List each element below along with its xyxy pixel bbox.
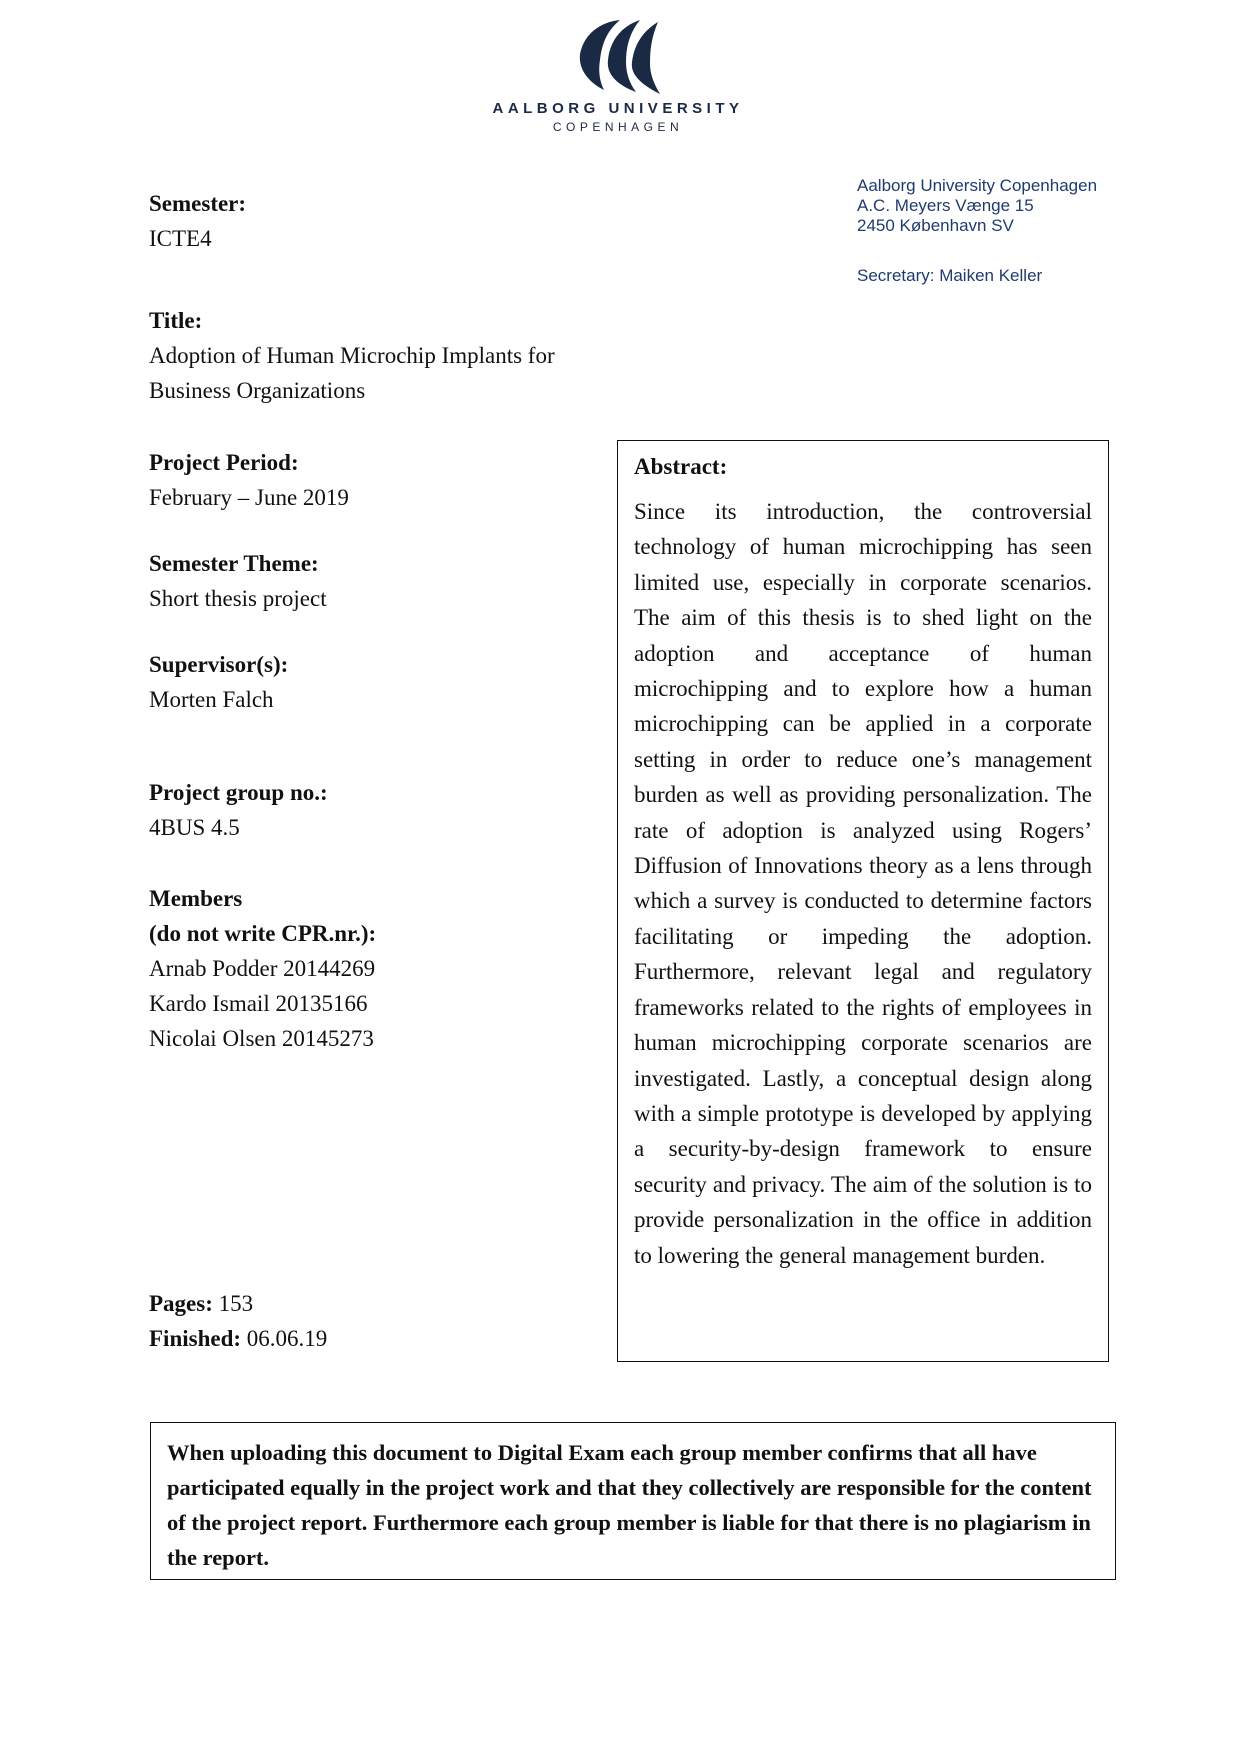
group-label: Project group no.: <box>149 780 328 805</box>
declaration-notice: When uploading this document to Digital Exam each group member confirms that all have participated equally in the project work and that they collectively are responsible for the content of the project report. Furthermore each group member is liable for that there is no plagiarism in the report. <box>150 1422 1116 1580</box>
pages-field <box>149 1291 253 1317</box>
members-sublabel: (do not write CPR.nr.): <box>149 921 377 946</box>
title-label: Title: <box>149 308 203 333</box>
member-item: Arnab Podder 20144269 <box>149 956 376 981</box>
abstract-label: Abstract: <box>634 454 728 479</box>
semester-theme-label: Semester Theme: <box>149 551 319 576</box>
abstract-text: Since its introduction, the controversial technology of human microchipping has seen limited use, especially in corporate scenarios. The aim of this thesis is to shed light on the adoption and acceptance of human microchipping and to explore how a human microchipping can be applied in a corporate setting in order to reduce one’s management burden as well as providing personalization. The rate of adoption is analyzed using Rogers’ Diffusion of Innovations theory as a lens through which a survey is conducted to determine factors facilitating or impeding the adoption. Furthermore, relevant legal and regulatory frameworks related to the rights of employees in human microchipping corporate scenarios are investigated. Lastly, a conceptual design along with a simple prototype is developed by applying a security-by-design framework to ensure security and privacy. The aim of the solution is to provide personalization in the office in addition to lowering the general management burden. <box>634 499 1092 1268</box>
address-block <box>857 176 1097 286</box>
member-item: Kardo Ismail 20135166 <box>149 991 368 1016</box>
pages-label: Pages: <box>149 1291 213 1316</box>
university-name: AALBORG UNIVERSITY <box>492 100 744 117</box>
address-line: 2450 København SV <box>857 216 1014 235</box>
university-city: COPENHAGEN <box>552 120 684 134</box>
semester-value: ICTE4 <box>149 226 212 251</box>
secretary: Secretary: Maiken Keller <box>857 266 1043 285</box>
supervisors-field <box>149 647 288 717</box>
semester-label: Semester: <box>149 191 247 216</box>
title-field <box>149 303 555 408</box>
project-period-value: February – June 2019 <box>149 485 349 510</box>
members-field <box>149 881 376 1056</box>
member-item: Nicolai Olsen 20145273 <box>149 1026 374 1051</box>
title-line: Adoption of Human Microchip Implants for <box>149 343 555 368</box>
pages-value: 153 <box>218 1291 254 1316</box>
address-line: Aalborg University Copenhagen <box>857 176 1098 195</box>
finished-field <box>149 1326 327 1352</box>
semester-field <box>149 186 246 256</box>
title-line: Business Organizations <box>149 378 366 403</box>
address-line: A.C. Meyers Vænge 15 <box>857 196 1034 215</box>
supervisors-label: Supervisor(s): <box>149 652 289 677</box>
semester-theme-value: Short thesis project <box>149 586 327 611</box>
project-period-label: Project Period: <box>149 450 299 475</box>
group-field <box>149 775 328 845</box>
members-label: Members <box>149 886 243 911</box>
supervisors-value: Morten Falch <box>149 687 274 712</box>
finished-label: Finished: <box>149 1326 242 1351</box>
abstract-box <box>617 440 1109 1362</box>
project-period-field <box>149 445 349 515</box>
group-value: 4BUS 4.5 <box>149 815 240 840</box>
aalborg-waves-icon <box>570 12 666 94</box>
semester-theme-field <box>149 546 327 616</box>
finished-value: 06.06.19 <box>246 1326 328 1351</box>
university-logo <box>488 12 748 134</box>
